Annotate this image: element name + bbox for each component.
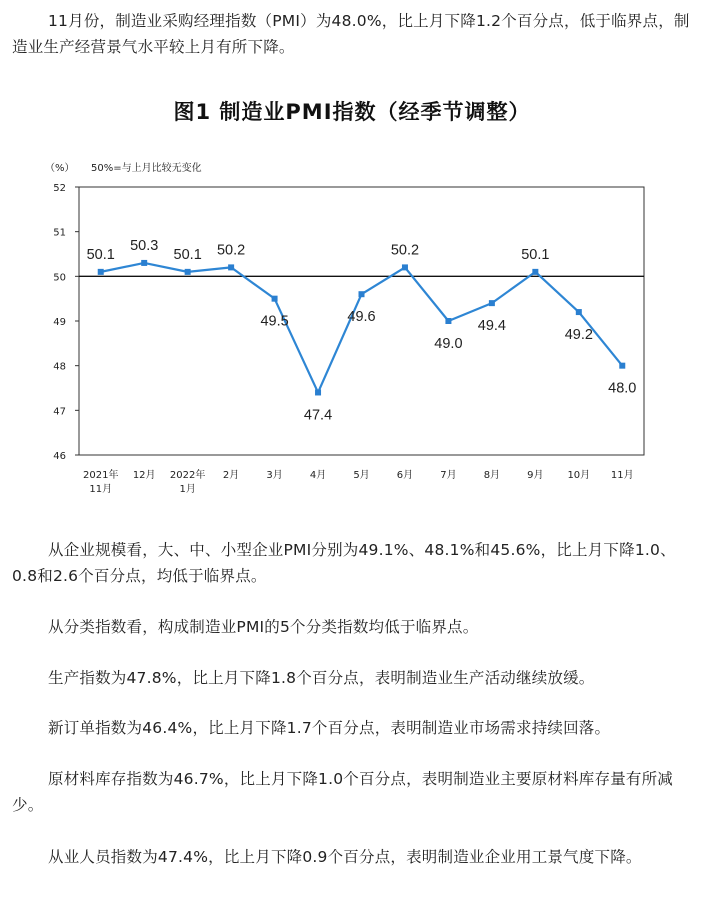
x-tick-label: 10月 [567, 470, 591, 481]
x-tick-label: 6月 [396, 470, 414, 481]
x-tick-label: 4月 [309, 470, 327, 481]
paragraph-pmi-summary: 11月份，制造业采购经理指数（PMI）为48.0%，比上月下降1.2个百分点，低于临界点，制造业生产经营景气水平较上月有所下降。 [12, 12, 690, 56]
x-tick-label: 3月 [266, 470, 283, 481]
paragraph-production-index: 生产指数为47.8%，比上月下降1.8个百分点，表明制造业生产活动继续放缓。 [48, 669, 595, 687]
x-tick-label: 8月 [483, 470, 501, 481]
data-point-marker [532, 269, 538, 275]
chart-annotation: 50%=与上月比较无变化 [91, 163, 202, 174]
data-point-marker [359, 291, 365, 297]
x-tick-label: 11月 [610, 470, 634, 481]
x-tick-label: 11月 [89, 484, 113, 495]
data-label: 49.5 [260, 313, 289, 330]
data-point-marker [489, 300, 495, 306]
x-tick-label: 12月 [132, 470, 156, 481]
x-tick-label: 9月 [527, 470, 544, 481]
data-point-marker [402, 264, 408, 270]
data-point-marker [98, 269, 104, 275]
x-tick-label: 1月 [179, 484, 196, 495]
data-label: 48.0 [608, 380, 637, 397]
data-point-marker [315, 389, 321, 395]
data-label: 50.3 [130, 237, 159, 254]
y-tick-label: 48 [53, 361, 66, 373]
data-point-marker [619, 363, 625, 369]
data-label: 49.6 [347, 309, 376, 326]
pmi-line-chart [0, 150, 704, 500]
y-tick-label: 46 [53, 451, 66, 462]
paragraph-employment-index: 从业人员指数为47.4%，比上月下降0.9个百分点，表明制造业企业用工景气度下降。 [48, 848, 642, 866]
x-tick-label: 5月 [353, 470, 370, 481]
data-label: 50.1 [173, 246, 202, 263]
data-label: 50.1 [86, 246, 115, 263]
data-point-marker [272, 296, 278, 302]
paragraph-raw-material-inventory: 原材料库存指数为46.7%，比上月下降1.0个百分点，表明制造业主要原材料库存量有所减少。 [12, 770, 673, 814]
data-point-marker [141, 260, 147, 266]
data-label: 50.1 [521, 246, 550, 263]
y-tick-label: 52 [53, 183, 66, 194]
data-label: 50.2 [390, 242, 420, 259]
y-tick-label: 51 [53, 227, 66, 239]
y-tick-label: 49 [53, 317, 66, 328]
chart-title: 图1 制造业PMI指数（经季节调整） [173, 100, 531, 124]
data-label: 49.0 [434, 336, 463, 352]
data-point-marker [576, 309, 582, 315]
x-tick-label: 2月 [222, 470, 240, 481]
x-tick-label: 2021年 [83, 470, 119, 481]
x-tick-label: 7月 [440, 470, 457, 481]
paragraph-sub-index-overview: 从分类指数看，构成制造业PMI的5个分类指数均低于临界点。 [48, 618, 479, 636]
y-tick-label: 47 [53, 406, 66, 418]
x-tick-label: 2022年 [169, 470, 206, 481]
data-label: 47.4 [303, 407, 333, 424]
data-label: 49.4 [477, 318, 507, 335]
paragraph-new-orders-index: 新订单指数为46.4%，比上月下降1.7个百分点，表明制造业市场需求持续回落。 [48, 719, 611, 737]
y-axis-unit-label: （%） [45, 163, 75, 174]
data-point-marker [185, 269, 191, 275]
data-point-marker [228, 264, 234, 270]
paragraph-enterprise-scale: 从企业规模看，大、中、小型企业PMI分别为49.1%、48.1%和45.6%，比上月下降1.0、0.8和2.6个百分点，均低于临界点。 [12, 541, 676, 585]
data-point-marker [445, 318, 451, 324]
data-label: 50.2 [216, 242, 246, 259]
y-tick-label: 50 [53, 272, 66, 284]
data-label: 49.2 [564, 327, 593, 344]
